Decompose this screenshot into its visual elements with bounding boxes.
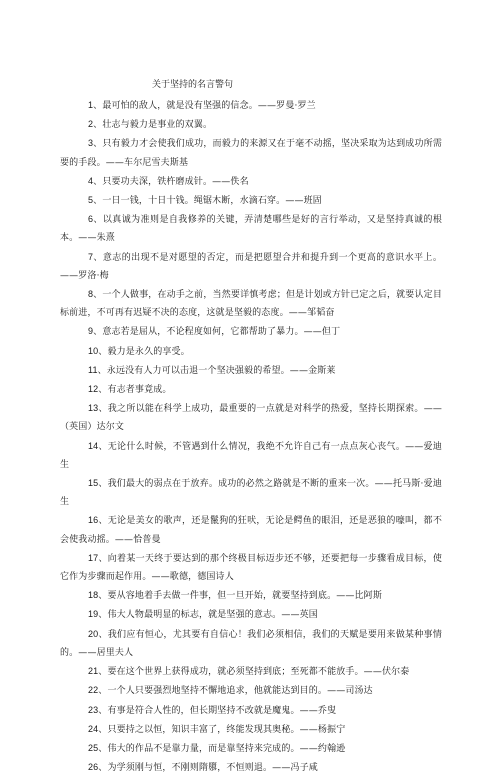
quote-text: 毅力是永久的享受。 xyxy=(107,346,190,357)
quote-item xyxy=(60,701,442,720)
quote-number: 19、 xyxy=(88,609,108,620)
quote-number: 25、 xyxy=(88,742,108,753)
quote-item xyxy=(60,662,442,681)
quote-text: 伟大的作品不是靠力量，而是靠坚持来完成的。——约翰逊 xyxy=(107,743,346,754)
quote-number: 4、 xyxy=(88,175,103,186)
quote-number: 24、 xyxy=(88,723,108,734)
quote-text: 一日一钱，十日十钱。绳锯木断，水滴石穿。——班固 xyxy=(102,196,322,207)
quote-number: 1、 xyxy=(88,100,103,110)
quote-item xyxy=(60,586,442,605)
quote-number: 13、 xyxy=(88,403,108,414)
quote-number: 11、 xyxy=(88,364,107,375)
quote-item xyxy=(60,474,442,511)
quote-text: 我们最大的弱点在于放弃。成功的必然之路就是不断的重来一次。——托马斯·爱迪生 xyxy=(60,479,442,508)
quote-number: 23、 xyxy=(88,704,108,715)
quote-item xyxy=(60,549,442,586)
quote-item xyxy=(60,285,442,322)
quote-number: 6、 xyxy=(88,214,103,225)
quote-list xyxy=(60,96,442,777)
quote-item xyxy=(60,322,442,341)
quote-text: 向着某一天终于要达到的那个终极目标迈步还不够，还要把每一步骤看成目标，使它作为步骤而起作用。——歌德，德国诗人 xyxy=(60,553,442,583)
quote-item xyxy=(60,248,442,285)
quote-item xyxy=(60,134,442,171)
quote-item xyxy=(60,681,442,700)
quote-number: 2、 xyxy=(88,119,103,130)
quote-text: 有事是符合人性的，但长期坚持不改就是魔鬼。——乔叟 xyxy=(107,705,337,716)
quote-number: 5、 xyxy=(88,195,103,206)
quote-text: 我们应有恒心，尤其要有自信心！我们必须相信，我们的天赋是要用来做某种事情的。——居里夫人 xyxy=(60,629,442,658)
quote-text: 我之所以能在科学上成功，最重要的一点就是对科学的热爱，坚持长期探索。——（英国）达尔文 xyxy=(60,404,442,433)
quote-text: 一个人做事，在动手之前，当然要详慎考虑；但是计划或方针已定之后，就要认定目标前进，不可再有迟疑不决的态度，这就是坚毅的态度。——邹韬奋 xyxy=(60,290,442,319)
quote-text: 最可怕的敌人，就是没有坚强的信念。——罗曼·罗兰 xyxy=(102,101,316,111)
quote-text: 有志者事竟成。 xyxy=(107,385,172,396)
quote-number: 8、 xyxy=(88,289,103,300)
quote-number: 26、 xyxy=(88,762,108,773)
document-title: 关于坚持的名言警句 xyxy=(152,80,234,90)
quote-number: 7、 xyxy=(88,251,103,262)
quote-item xyxy=(60,361,442,380)
quote-item xyxy=(60,115,442,134)
quote-text: 永远没有人力可以击退一个坚决强毅的希望。——金斯莱 xyxy=(106,365,336,376)
quote-number: 16、 xyxy=(88,515,108,526)
quote-number: 9、 xyxy=(88,326,103,337)
quote-number: 18、 xyxy=(88,590,108,601)
quote-text: 一个人只要强烈地坚持不懈地追求，他就能达到目的。——司汤达 xyxy=(107,686,373,697)
quote-item xyxy=(60,380,442,399)
quote-number: 14、 xyxy=(88,440,108,451)
quote-text: 要从容地着手去做一件事，但一旦开始，就要坚持到底。——比阿斯 xyxy=(107,591,382,602)
quote-item xyxy=(60,720,442,739)
quote-text: 为学须刚与恒，不刚则隋隳，不恒则退。——冯子咸 xyxy=(107,763,318,774)
quote-text: 无论什么时候，不管遇到什么情况，我绝不允许自己有一点点灰心丧气。——爱迪生 xyxy=(60,441,442,470)
quote-item xyxy=(60,625,442,662)
quote-number: 17、 xyxy=(88,552,108,563)
quote-text: 意志的出现不是对愿望的否定，而是把愿望合并和提升到一个更高的意识水平上。——罗洛·梅 xyxy=(60,252,443,281)
quote-text: 只要持之以恒，知识丰富了，终能发现其奥秘。——杨振宁 xyxy=(107,724,346,735)
quote-text: 壮志与毅力是事业的双翼。 xyxy=(102,120,213,131)
quote-item xyxy=(60,437,442,474)
quote-number: 22、 xyxy=(88,685,108,696)
quote-number: 10、 xyxy=(88,345,108,356)
quote-item xyxy=(60,210,442,247)
quote-item xyxy=(60,399,442,436)
quote-item xyxy=(60,96,442,115)
quote-item xyxy=(60,758,442,777)
quote-item xyxy=(60,172,442,191)
quote-text: 要在这个世界上获得成功，就必须坚持到底；至死都不能放手。——伏尔泰 xyxy=(107,667,410,678)
quote-text: 意志若是屈从，不论程度如何，它都帮助了暴力。——但丁 xyxy=(102,327,341,338)
quote-text: 只要功夫深，铁杵磨成针。——佚名 xyxy=(102,176,249,187)
quote-text: 以真诚为准则是自我修养的关键，弄清楚哪些是好的言行举动，又是坚持真诚的根本。——朱熹 xyxy=(60,215,443,244)
quote-text: 只有毅力才会使我们成功，而毅力的来源又在于毫不动摇，坚决采取为达到成功所需要的手段。——车尔尼雪夫斯基 xyxy=(60,139,442,168)
quote-text: 伟大人物最明显的标志，就是坚强的意志。——英国 xyxy=(107,610,318,621)
quote-number: 21、 xyxy=(88,666,108,677)
quote-number: 15、 xyxy=(88,478,108,489)
quote-item xyxy=(60,739,442,758)
quote-number: 3、 xyxy=(88,138,103,149)
quote-item xyxy=(60,342,442,361)
quote-number: 20、 xyxy=(88,628,108,639)
quote-item xyxy=(60,191,442,210)
quote-item xyxy=(60,605,442,624)
quote-number: 12、 xyxy=(88,384,108,395)
quote-item xyxy=(60,511,442,548)
quote-text: 无论是美女的歌声，还是鬣狗的狂吠，无论是鳄鱼的眼泪，还是恶狼的嚎叫，都不会使我动摇。——恰普曼 xyxy=(60,516,442,545)
